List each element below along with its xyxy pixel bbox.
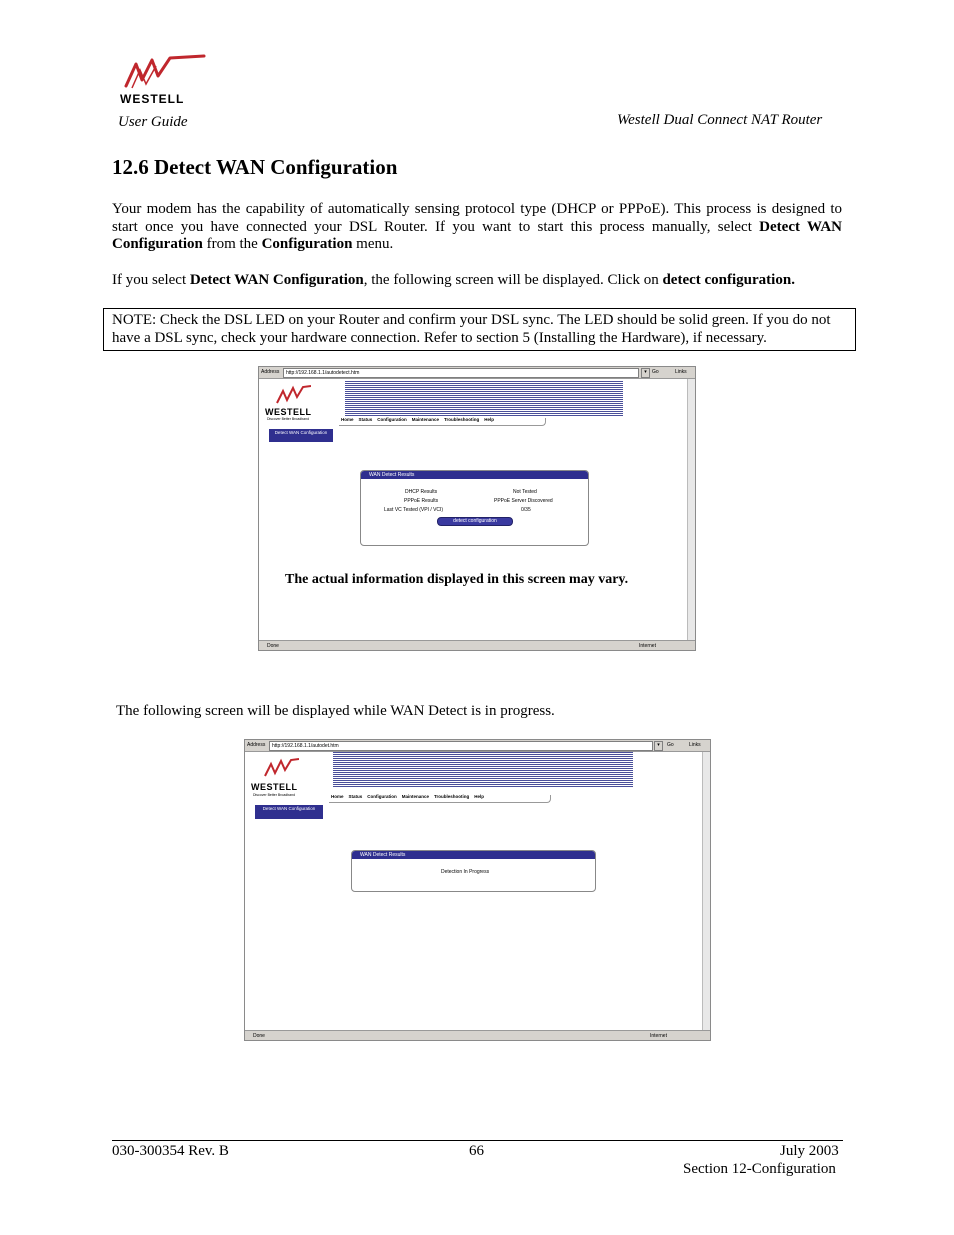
links-label[interactable]: Links (689, 742, 701, 748)
w-swoosh-icon (112, 54, 212, 92)
nav-configuration[interactable]: Configuration (367, 794, 397, 799)
status-done-text: Done (253, 1033, 265, 1039)
brand-tagline: Discover Better Broadband (253, 793, 296, 797)
instruction-paragraph: If you select Detect WAN Configuration, the following screen will be displayed. Click on detect configuration. (112, 272, 795, 288)
progress-paragraph: The following screen will be displayed while WAN Detect is in progress. (116, 703, 555, 719)
footer-rule (112, 1140, 843, 1141)
header-left: User Guide (118, 114, 188, 130)
westell-mini-logo-icon (271, 385, 311, 407)
panel-title: WAN Detect Results (361, 471, 588, 479)
nav-help[interactable]: Help (474, 794, 485, 799)
url-dropdown-icon[interactable]: ▾ (641, 368, 650, 378)
westell-logo (112, 54, 212, 106)
nav-status[interactable]: Status (358, 417, 373, 422)
logo-wordmark: WESTELL (120, 92, 185, 106)
header-stripes (345, 381, 623, 417)
nav-underline (329, 795, 551, 803)
sidebar-detect-wan-button[interactable]: Detect WAN Configuration (269, 429, 333, 442)
nav-configuration[interactable]: Configuration (377, 417, 407, 422)
brand-tagline: Discover Better Broadband (267, 417, 310, 421)
pppoe-results-value: PPPoE Server Discovered (494, 498, 553, 504)
detect-configuration-button[interactable]: detect configuration (437, 517, 513, 526)
go-button[interactable]: Go (667, 742, 674, 748)
brand-name: WESTELL (251, 782, 298, 792)
nav-underline (339, 418, 546, 426)
address-bar (245, 740, 710, 752)
address-bar (259, 367, 695, 379)
pppoe-results-label: PPPoE Results (404, 498, 439, 504)
nav-troubleshooting[interactable]: Troubleshooting (434, 794, 470, 799)
dhcp-results-label: DHCP Results (405, 489, 438, 495)
sidebar-detect-wan-button[interactable]: Detect WAN Configuration (255, 805, 323, 819)
wan-detect-results-panel (360, 470, 589, 546)
address-label: Address (247, 742, 266, 748)
vertical-scrollbar[interactable] (702, 752, 710, 1030)
url-dropdown-icon[interactable]: ▾ (654, 741, 663, 751)
nav-troubleshooting[interactable]: Troubleshooting (444, 417, 480, 422)
vertical-scrollbar[interactable] (687, 379, 695, 641)
panel-title: WAN Detect Results (352, 851, 595, 859)
intro-paragraph: Your modem has the capability of automatically sensing protocol type (DHCP or PPPoE). This process is designed to start once you have connected your DSL Router. If you want to start this process manually, select Detect WAN Configuration from the Configuration menu. (112, 201, 842, 252)
address-label: Address (261, 369, 280, 375)
section-title: 12.6 Detect WAN Configuration (112, 155, 398, 179)
header-right: Westell Dual Connect NAT Router (617, 112, 823, 128)
status-done-text: Done (267, 643, 279, 649)
nav-home[interactable]: Home (331, 794, 344, 799)
westell-mini-logo-icon (259, 758, 299, 780)
footer-date: July 2003 (780, 1143, 839, 1159)
status-zone-text: Internet (639, 643, 656, 649)
brand-name: WESTELL (265, 407, 312, 417)
links-label[interactable]: Links (675, 369, 687, 375)
nav-help[interactable]: Help (484, 417, 495, 422)
nav-status[interactable]: Status (348, 794, 363, 799)
nav-home[interactable]: Home (341, 417, 354, 422)
url-input[interactable]: http://192.168.1.1/autodet.htm (269, 741, 653, 751)
nav-maintenance[interactable]: Maintenance (411, 417, 440, 422)
status-bar (245, 1030, 710, 1040)
footer-doc-number: 030-300354 Rev. B (112, 1143, 229, 1159)
footer-section: Section 12-Configuration (683, 1161, 836, 1177)
dhcp-results-value: Not Tested (513, 489, 537, 495)
status-bar (259, 640, 695, 650)
wan-detect-results-panel (351, 850, 596, 892)
header-stripes (333, 752, 633, 788)
nav-maintenance[interactable]: Maintenance (401, 794, 430, 799)
status-zone-text: Internet (650, 1033, 667, 1039)
browser-screenshot-results (258, 366, 696, 651)
detection-progress-text: Detection In Progress (441, 869, 490, 875)
last-vc-label: Last VC Tested (VPI / VCI) (384, 507, 444, 513)
url-input[interactable]: http://192.168.1.1/autodetect.htm (283, 368, 639, 378)
note-box: NOTE: Check the DSL LED on your Router and confirm your DSL sync. The LED should be solid green. If you do not have a DSL sync, check your hardware connection. Refer to section 5 (Installing the Hardware), if necessary. (103, 308, 856, 351)
footer-page-number: 66 (469, 1143, 484, 1159)
screenshot-caption: The actual information displayed in this screen may vary. (285, 572, 629, 587)
go-button[interactable]: Go (652, 369, 659, 375)
last-vc-value: 0/35 (521, 507, 531, 513)
browser-screenshot-progress (244, 739, 711, 1041)
